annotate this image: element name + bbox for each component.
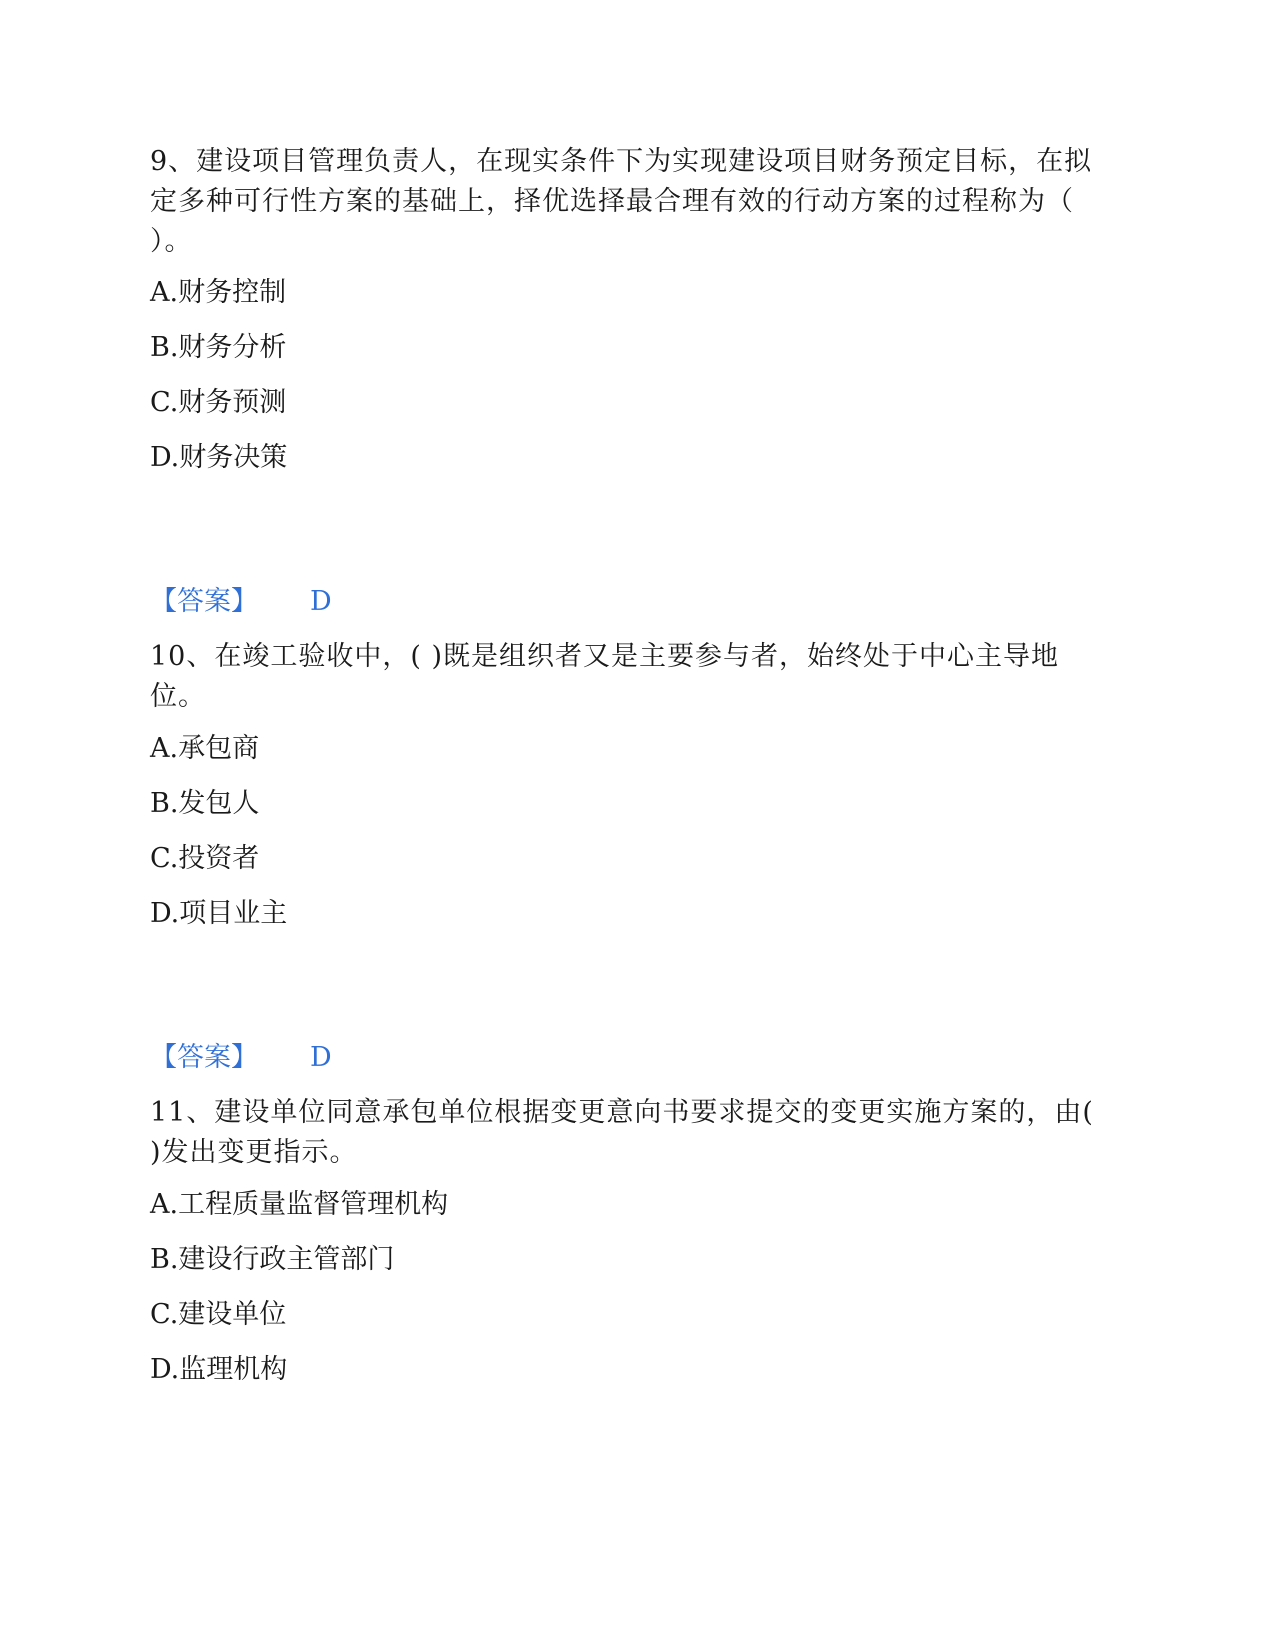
option-row xyxy=(150,839,1110,879)
option-c: C.建设单位 xyxy=(150,1299,287,1330)
option-a: A.财务控制 xyxy=(150,277,287,308)
option-b: B.发包人 xyxy=(150,788,260,819)
question-9-options xyxy=(150,273,1110,313)
option-d: D.项目业主 xyxy=(150,898,288,929)
answer-9 xyxy=(150,582,332,622)
question-stem: 11、建设单位同意承包单位根据变更意向书要求提交的变更实施方案的，由( )发出变更指示。 xyxy=(150,1097,1094,1168)
question-stem: 10、在竣工验收中，( )既是组织者又是主要参与者，始终处于中心主导地位。 xyxy=(150,641,1060,712)
question-9 xyxy=(150,142,1110,262)
option-row xyxy=(150,1350,1110,1390)
option-d: D.财务决策 xyxy=(150,442,288,473)
answer-label: 【答案】 xyxy=(150,586,258,617)
option-row xyxy=(150,1295,1110,1335)
answer-value: D xyxy=(310,1042,332,1073)
option-row xyxy=(150,438,1110,478)
option-c: C.财务预测 xyxy=(150,387,287,418)
option-row xyxy=(150,1240,1110,1280)
answer-10 xyxy=(150,1038,332,1078)
question-stem: 9、建设项目管理负责人，在现实条件下为实现建设项目财务预定目标，在拟定多种可行性方案的基础上，择优选择最合理有效的行动方案的过程称为（ ）。 xyxy=(150,146,1093,257)
option-b: B.财务分析 xyxy=(150,332,287,363)
question-10 xyxy=(150,637,1110,717)
option-row xyxy=(150,1185,1110,1225)
option-a: A.工程质量监督管理机构 xyxy=(150,1189,449,1220)
option-row xyxy=(150,328,1110,368)
question-11 xyxy=(150,1093,1110,1173)
option-row xyxy=(150,383,1110,423)
answer-value: D xyxy=(310,586,332,617)
option-row xyxy=(150,894,1110,934)
option-c: C.投资者 xyxy=(150,843,260,874)
answer-label: 【答案】 xyxy=(150,1042,258,1073)
option-a: A.承包商 xyxy=(150,733,260,764)
option-d: D.监理机构 xyxy=(150,1354,288,1385)
option-row xyxy=(150,729,1110,769)
option-row xyxy=(150,784,1110,824)
option-b: B.建设行政主管部门 xyxy=(150,1244,395,1275)
